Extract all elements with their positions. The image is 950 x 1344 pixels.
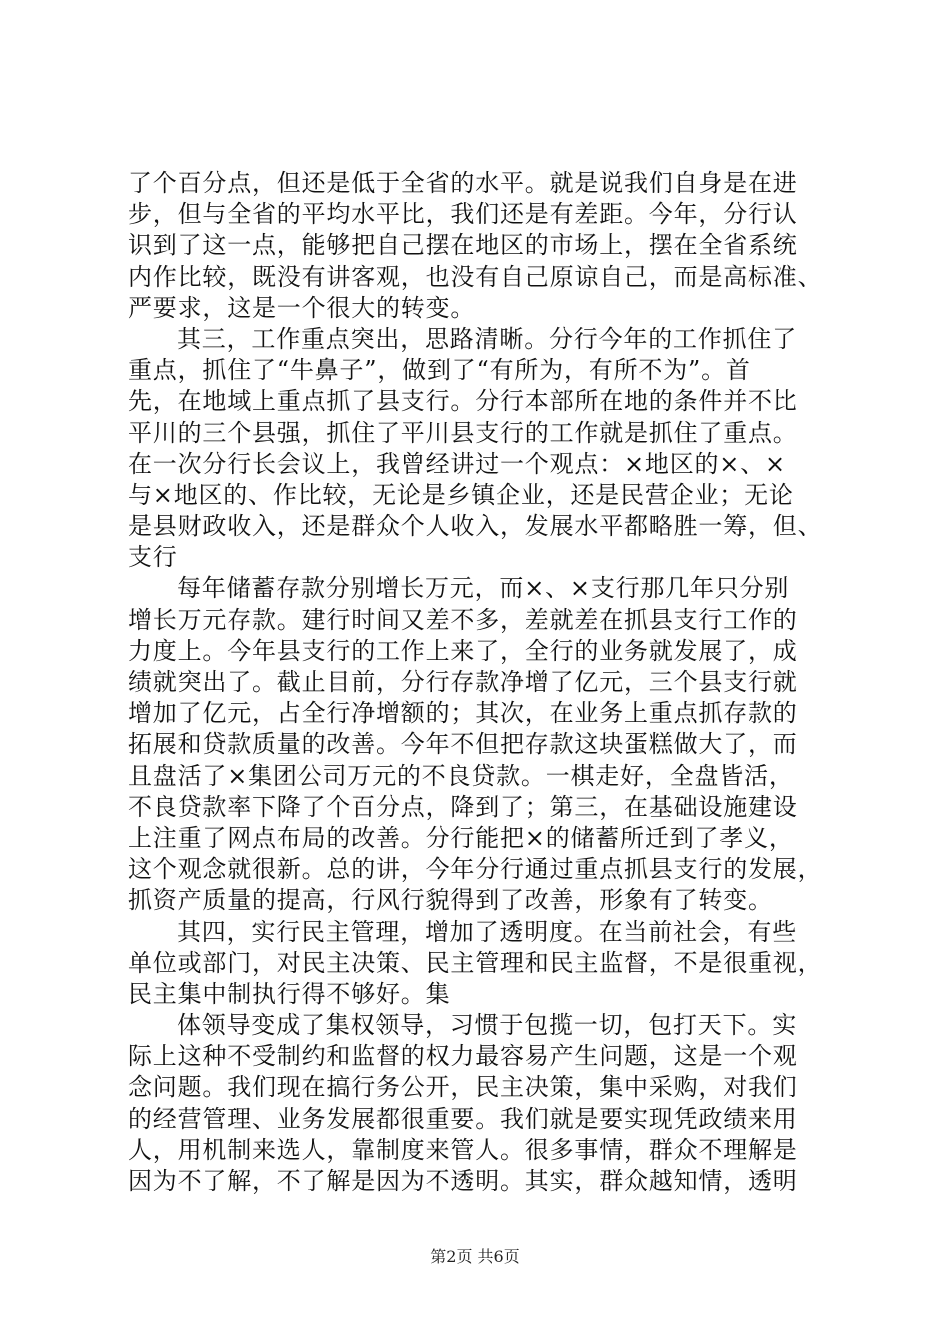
text-line: 抓资产质量的提高，行风行貌得到了改善，形象有了转变。 [128,886,773,915]
text-line: 且盘活了×集团公司万元的不良贷款。一棋走好，全盘皆活， [128,761,794,790]
text-line: 支行 [128,543,178,572]
text-line: 单位或部门，对民主决策、民主管理和民主监督，不是很重视， [128,948,823,977]
text-line: 在一次分行长会议上，我曾经讲过一个观点：×地区的×、× [128,449,786,478]
body-text [128,168,828,1197]
text-line: 了个百分点，但还是低于全省的水平。就是说我们自身是在进 [128,169,798,197]
text-line: 步，但与全省的平均水平比，我们还是有差距。今年，分行认 [128,200,798,229]
text-line: 识到了这一点，能够把自己摆在地区的市场上，摆在全省系统 [128,231,798,260]
text-line: 绩就突出了。截止目前，分行存款净增了亿元，三个县支行就 [128,668,798,696]
text-line: 每年储蓄存款分别增长万元，而×、×支行那几年只分别 [177,574,790,603]
text-line: 增加了亿元，占全行净增额的；其次，在业务上重点抓存款的 [128,699,798,728]
text-line: 其三，工作重点突出，思路清晰。分行今年的工作抓住了 [177,324,797,353]
page-footer: 第2页 共6页 [430,1247,520,1266]
text-line: 际上这种不受制约和监督的权力最容易产生问题，这是一个观 [128,1042,798,1071]
text-line: 民主集中制执行得不够好。集 [128,979,451,1008]
text-line: 的经营管理、业务发展都很重要。我们就是要实现凭政绩来用 [128,1104,798,1133]
text-line: 内作比较，既没有讲客观，也没有自己原谅自己，而是高标准、 [128,262,823,291]
text-line: 念问题。我们现在搞行务公开，民主决策，集中采购，对我们 [128,1073,798,1102]
text-line: 体领导变成了集权领导，习惯于包揽一切，包打天下。实 [177,1011,797,1040]
text-line: 是县财政收入，还是群众个人收入，发展水平都略胜一筹，但、 [128,512,823,541]
text-line: 拓展和贷款质量的改善。今年不但把存款这块蛋糕做大了，而 [128,730,798,759]
text-line: 因为不了解，不了解是因为不透明。其实，群众越知情，透明 [128,1167,798,1195]
text-line: 不良贷款率下降了个百分点，降到了；第三，在基础设施建设 [128,792,798,821]
text-line: 平川的三个县强，抓住了平川县支行的工作就是抓住了重点。 [128,418,798,447]
text-line: 严要求，这是一个很大的转变。 [128,293,476,322]
text-line: 增长万元存款。建行时间又差不多，差就差在抓县支行工作的 [128,605,798,634]
text-line: 重点，抓住了“牛鼻子”，做到了“有所为，有所不为”。首 [128,356,751,385]
text-line: 与×地区的、作比较，无论是乡镇企业，还是民营企业；无论 [128,480,794,509]
text-line: 人，用机制来选人，靠制度来管人。很多事情，群众不理解是 [128,1135,798,1164]
text-line: 先，在地域上重点抓了县支行。分行本部所在地的条件并不比 [128,387,798,416]
text-line: 力度上。今年县支行的工作上来了，全行的业务就发展了，成 [128,636,798,665]
text-line: 这个观念就很新。总的讲，今年分行通过重点抓县支行的发展， [128,855,823,884]
text-line: 其四，实行民主管理，增加了透明度。在当前社会，有些 [177,917,797,946]
text-line: 上注重了网点布局的改善。分行能把×的储蓄所迁到了孝义， [128,823,794,852]
